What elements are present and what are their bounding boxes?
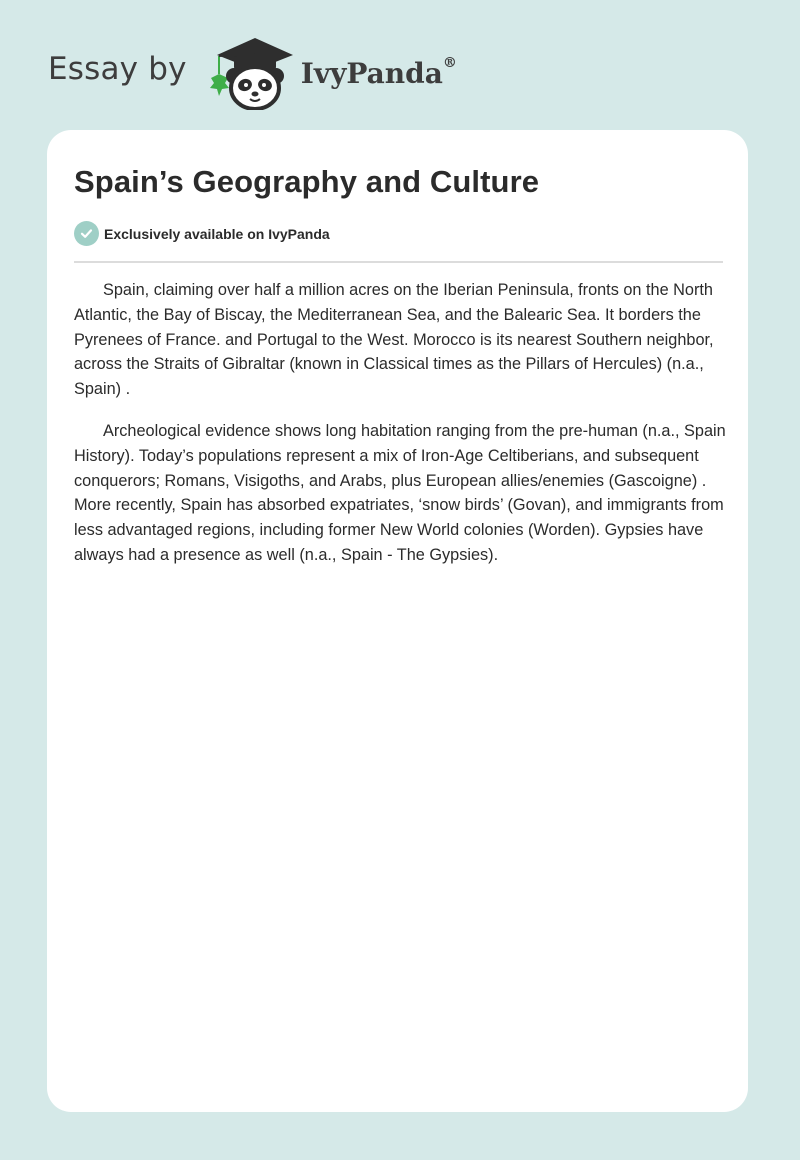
brand-name-text: IvyPanda <box>300 56 443 90</box>
exclusive-badge-text: Exclusively available on IvyPanda <box>104 225 330 242</box>
check-icon <box>74 221 99 246</box>
essay-by-label: Essay by <box>48 51 187 87</box>
registered-mark: ® <box>442 54 457 71</box>
divider <box>74 261 723 263</box>
paragraph: Spain, claiming over half a million acres on the Iberian Peninsula, fronts on the North Atlantic, the Bay of Biscay, the Mediterranean Sea, and the Balearic Sea. It borders the Pyrenees of France. and Portugal to the West. Morocco is its nearest Southern neighbor, across the Straits of Gibraltar (known in Classical times as the Pillars of Hercules) (n.a., Spain) . <box>74 281 714 399</box>
essay-body <box>74 278 726 585</box>
exclusive-badge <box>74 221 330 246</box>
brand-name[interactable] <box>300 54 457 90</box>
site-header <box>48 34 457 110</box>
paragraph: Archeological evidence shows long habitation ranging from the pre-human (n.a., Spain History). Today’s populations represent a mix of Iron-Age Celtiberians, and subsequent conquerors; Romans, Visigoths, and Arabs, plus European allies/enemies (Gascoigne) . More recently, Spain has absorbed expatriates, ‘snow birds’ (Govan), and immigrants from less advantaged regions, including former New World colonies (Worden). Gypsies have always had a presence as well (n.a., Spain - The Gypsies). <box>74 421 726 564</box>
page-title: Spain’s Geography and Culture <box>74 164 540 199</box>
panda-graduate-logo-icon[interactable] <box>205 34 297 110</box>
essay-card <box>47 130 748 1112</box>
